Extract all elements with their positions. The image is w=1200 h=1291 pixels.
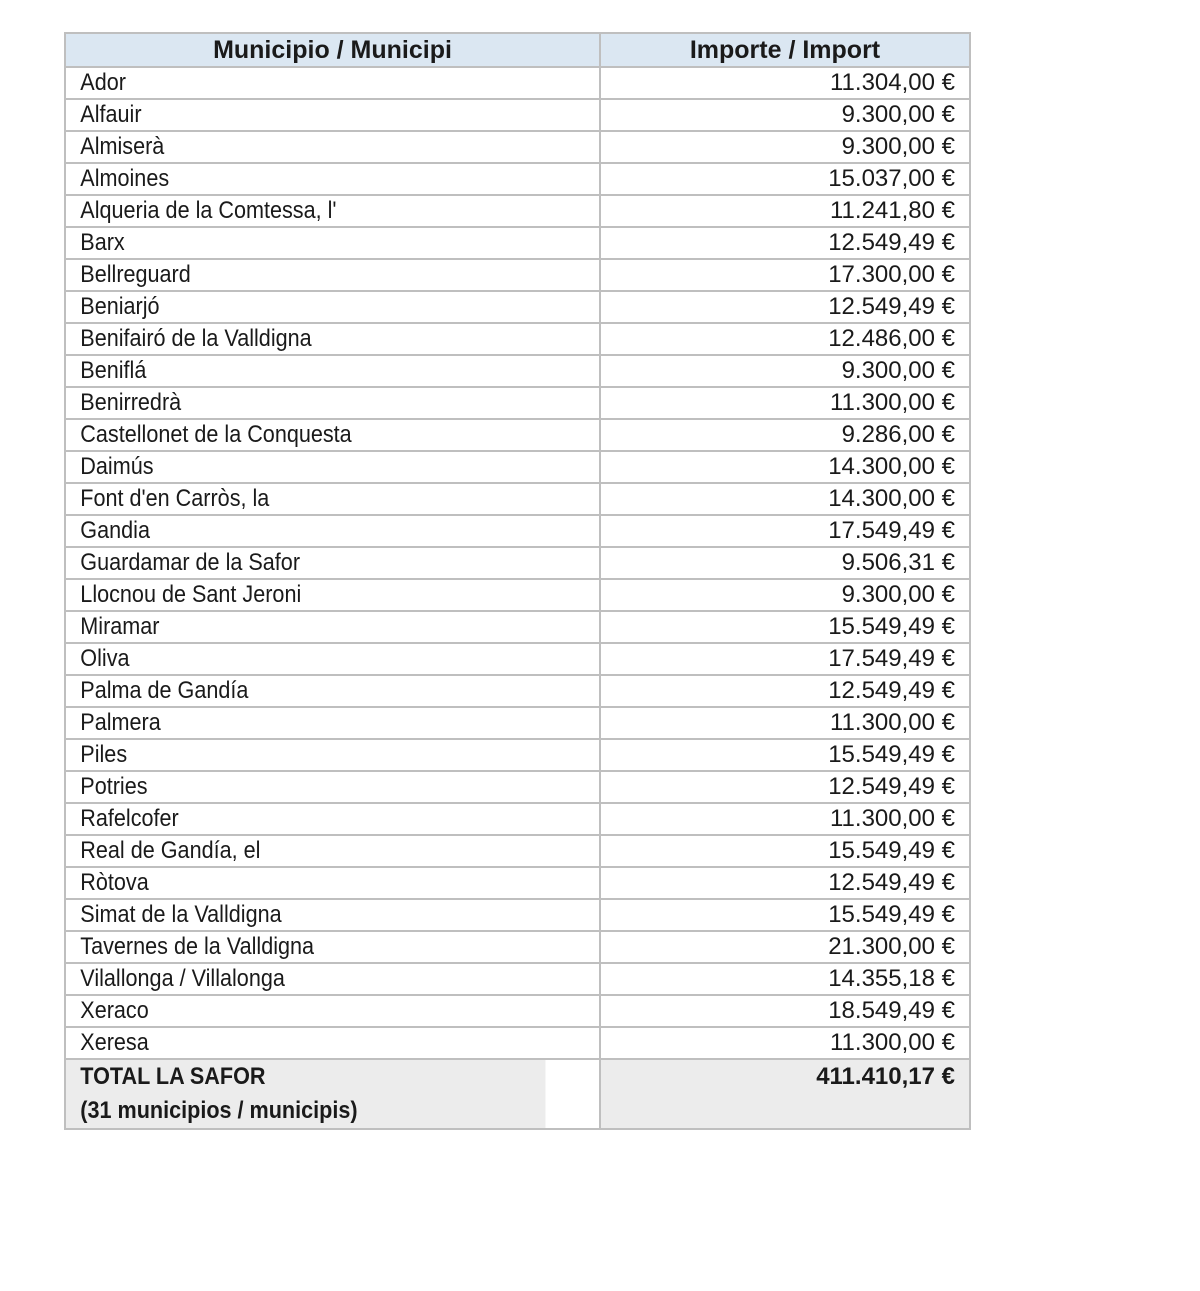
municipality-name: Piles — [65, 739, 547, 771]
municipality-amount: 11.300,00 € — [600, 803, 970, 835]
municipality-name: Alfauir — [65, 99, 547, 131]
table-row — [65, 995, 970, 1027]
table-body — [65, 67, 970, 1059]
table-row — [65, 1027, 970, 1059]
municipality-name: Alqueria de la Comtessa, l' — [65, 195, 547, 227]
municipality-amount: 9.300,00 € — [600, 579, 970, 611]
table-row — [65, 419, 970, 451]
table-row — [65, 323, 970, 355]
municipal-amounts-table — [64, 32, 971, 1130]
municipality-name: Beniarjó — [65, 291, 547, 323]
table-row — [65, 931, 970, 963]
municipality-name: Ròtova — [65, 867, 547, 899]
municipality-amount: 18.549,49 € — [600, 995, 970, 1027]
municipality-amount: 12.549,49 € — [600, 771, 970, 803]
municipality-name: Font d'en Carròs, la — [65, 483, 547, 515]
table-row — [65, 451, 970, 483]
municipality-name: Llocnou de Sant Jeroni — [65, 579, 547, 611]
table-row — [65, 483, 970, 515]
municipality-name: Almoines — [65, 163, 547, 195]
table-row — [65, 643, 970, 675]
table-row — [65, 355, 970, 387]
table-row — [65, 291, 970, 323]
municipality-name: Tavernes de la Valldigna — [65, 931, 547, 963]
table-row — [65, 547, 970, 579]
table-row — [65, 771, 970, 803]
municipality-amount: 14.300,00 € — [600, 483, 970, 515]
municipality-name: Castellonet de la Conquesta — [65, 419, 547, 451]
table-row — [65, 835, 970, 867]
municipality-name: Barx — [65, 227, 547, 259]
table-row — [65, 611, 970, 643]
municipality-amount: 15.549,49 € — [600, 899, 970, 931]
table-row — [65, 739, 970, 771]
municipality-name: Guardamar de la Safor — [65, 547, 547, 579]
municipality-name: Daimús — [65, 451, 547, 483]
municipality-amount: 9.300,00 € — [600, 99, 970, 131]
municipality-amount: 12.549,49 € — [600, 291, 970, 323]
total-label — [65, 1059, 547, 1129]
header-amount: Importe / Import — [600, 33, 970, 67]
table-row — [65, 195, 970, 227]
municipality-amount: 11.304,00 € — [600, 67, 970, 99]
municipality-amount: 15.549,49 € — [600, 611, 970, 643]
municipality-amount: 11.300,00 € — [600, 387, 970, 419]
table-row — [65, 131, 970, 163]
municipality-amount: 14.355,18 € — [600, 963, 970, 995]
municipality-name: Miramar — [65, 611, 547, 643]
municipality-amount: 12.549,49 € — [600, 227, 970, 259]
municipality-name: Benifairó de la Valldigna — [65, 323, 547, 355]
table-row — [65, 259, 970, 291]
table-header-row — [65, 33, 970, 67]
municipality-amount: 9.506,31 € — [600, 547, 970, 579]
municipality-amount: 17.549,49 € — [600, 515, 970, 547]
municipality-name: Real de Gandía, el — [65, 835, 547, 867]
municipality-amount: 12.486,00 € — [600, 323, 970, 355]
table-row — [65, 67, 970, 99]
table-row — [65, 387, 970, 419]
municipality-amount: 9.286,00 € — [600, 419, 970, 451]
table-row — [65, 227, 970, 259]
municipality-name: Palmera — [65, 707, 547, 739]
municipality-name: Vilallonga / Villalonga — [65, 963, 547, 995]
municipality-name: Xeresa — [65, 1027, 547, 1059]
municipality-name: Xeraco — [65, 995, 547, 1027]
municipality-name: Beniflá — [65, 355, 547, 387]
municipality-name: Rafelcofer — [65, 803, 547, 835]
municipality-name: Gandia — [65, 515, 547, 547]
municipality-amount: 9.300,00 € — [600, 355, 970, 387]
table-row — [65, 675, 970, 707]
municipality-amount: 11.300,00 € — [600, 707, 970, 739]
header-municipality: Municipio / Municipi — [65, 33, 600, 67]
municipality-amount: 14.300,00 € — [600, 451, 970, 483]
municipality-name: Almiserà — [65, 131, 547, 163]
municipality-name: Ador — [65, 67, 547, 99]
municipality-amount: 11.300,00 € — [600, 1027, 970, 1059]
table-row — [65, 515, 970, 547]
table-row — [65, 963, 970, 995]
total-amount: 411.410,17 € — [600, 1059, 970, 1129]
municipality-amount: 17.549,49 € — [600, 643, 970, 675]
table-row — [65, 899, 970, 931]
table-row — [65, 707, 970, 739]
municipality-amount: 11.241,80 € — [600, 195, 970, 227]
total-label-line2: (31 municipios / municipis) — [80, 1097, 358, 1124]
municipality-name: Benirredrà — [65, 387, 547, 419]
municipality-amount: 9.300,00 € — [600, 131, 970, 163]
total-label-line1: TOTAL LA SAFOR — [80, 1063, 266, 1090]
table-row — [65, 867, 970, 899]
municipality-amount: 12.549,49 € — [600, 675, 970, 707]
table-row — [65, 163, 970, 195]
municipality-amount: 17.300,00 € — [600, 259, 970, 291]
municipality-amount: 15.549,49 € — [600, 835, 970, 867]
municipality-name: Oliva — [65, 643, 547, 675]
municipality-name: Bellreguard — [65, 259, 547, 291]
table-row — [65, 803, 970, 835]
municipality-amount: 15.549,49 € — [600, 739, 970, 771]
table-row — [65, 579, 970, 611]
municipality-amount: 21.300,00 € — [600, 931, 970, 963]
municipality-amount: 12.549,49 € — [600, 867, 970, 899]
table-row — [65, 99, 970, 131]
total-row — [65, 1059, 970, 1129]
municipality-name: Simat de la Valldigna — [65, 899, 547, 931]
municipality-name: Potries — [65, 771, 547, 803]
municipality-amount: 15.037,00 € — [600, 163, 970, 195]
municipality-name: Palma de Gandía — [65, 675, 547, 707]
